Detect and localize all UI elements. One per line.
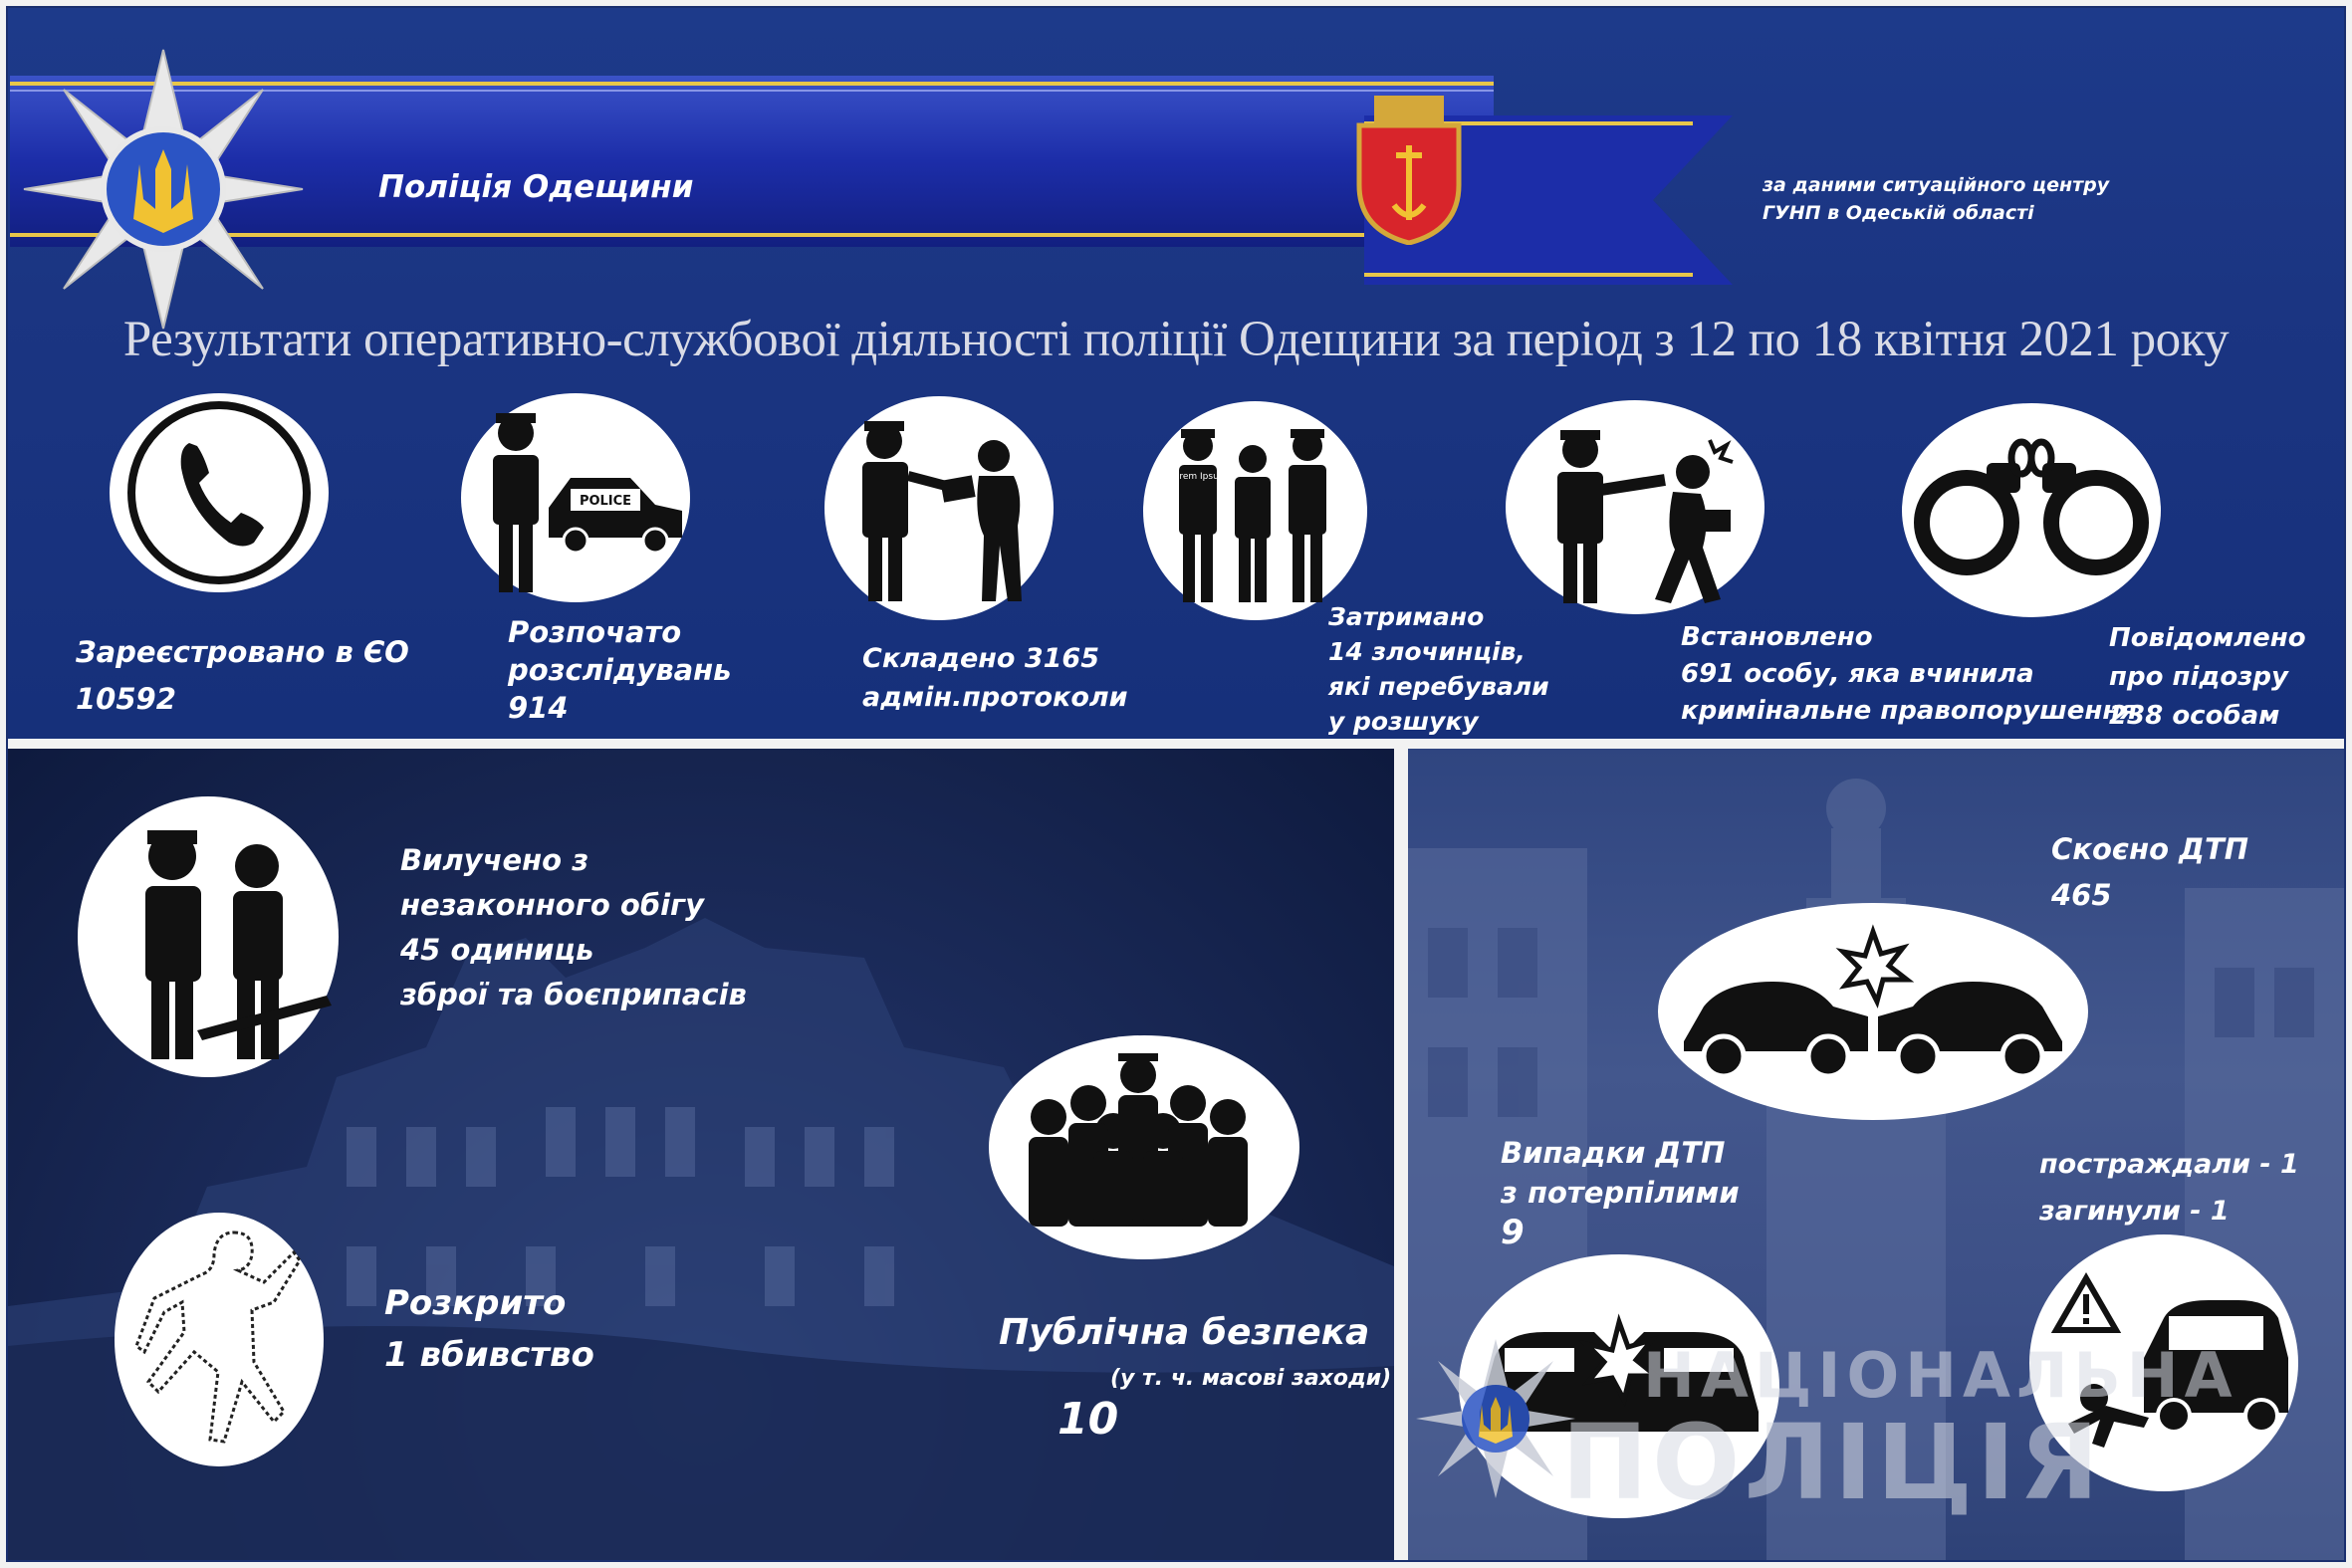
- dtp-victims-line2: з потерпілими: [1501, 1176, 1740, 1210]
- dtp-victims-label: [1501, 1133, 1740, 1252]
- suspicion-line3: 238 особам: [2109, 701, 2280, 731]
- calls-line2: 10592: [76, 682, 176, 716]
- investigations-label: [508, 613, 732, 727]
- brand-title: Поліція Одещини: [378, 169, 694, 205]
- murder-label: [384, 1277, 594, 1381]
- weapons-line4: зброї та боєприпасів: [400, 978, 747, 1011]
- weapons-line3: 45 одиниць: [400, 933, 594, 967]
- detained-line3: які перебували: [1328, 672, 1549, 701]
- police-car-circle: [461, 393, 690, 602]
- identified-line2: 691 особу, яка вчинила: [1681, 659, 2034, 689]
- weapons-circle: [78, 796, 339, 1077]
- phone-icon: [119, 398, 319, 587]
- chalk-outline-icon: [115, 1213, 324, 1466]
- police-star-icon: [14, 40, 313, 338]
- identified-line3: кримінальне правопорушення: [1681, 696, 2137, 726]
- dtp-label: [2051, 826, 2248, 918]
- watermark-badge-icon: [1416, 1334, 1575, 1503]
- suspicion-line1: Повідомлено: [2109, 623, 2306, 653]
- crash-circle: [1658, 903, 2088, 1120]
- public-safety-sub: (у т. ч. масові заходи): [1110, 1366, 1392, 1391]
- officer-writing-ticket-icon: [824, 396, 1054, 620]
- dtp-victims-line1: Випадки ДТП: [1501, 1136, 1726, 1170]
- investigations-line3: 914: [508, 691, 569, 725]
- weapons-label: [400, 838, 747, 1017]
- car-crash-icon: [1664, 912, 2082, 1111]
- phone-circle: [110, 393, 329, 592]
- suspicion-label: [2109, 619, 2306, 736]
- dtp-hurt-line2: загинули - 1: [2039, 1196, 2230, 1227]
- detained-circle: [1143, 401, 1367, 620]
- detained-line4: у розшуку: [1328, 707, 1479, 736]
- police-officer-car-icon: [461, 393, 690, 602]
- detained-line1: Затримано: [1328, 602, 1485, 631]
- weapons-line1: Вилучено з: [400, 843, 589, 877]
- police-label: POLICE: [579, 494, 632, 509]
- watermark-line2: ПОЛІЦІЯ: [1561, 1402, 2103, 1523]
- identified-circle: [1506, 400, 1764, 614]
- investigations-line2: розслідувань: [508, 653, 732, 687]
- divider-vertical: [1394, 749, 1408, 1560]
- handcuffs-icon: [1902, 403, 2161, 617]
- dtp-victims-line3: 9: [1501, 1213, 1525, 1252]
- protocols-line2: адмін.протоколи: [862, 682, 1128, 713]
- dtp-line2: 465: [2051, 878, 2112, 912]
- murder-circle: [115, 1213, 324, 1466]
- protocol-circle: [824, 396, 1054, 620]
- murder-line2: 1 вбивство: [384, 1335, 594, 1375]
- source-line2: ГУНП в Одеській області: [1763, 202, 2034, 224]
- detained-label: [1328, 599, 1549, 739]
- protocols-label: [862, 639, 1128, 717]
- crowd-icon: [989, 1035, 1299, 1259]
- handcuffs-circle: [1902, 403, 2161, 617]
- watermark-line1: НАЦІОНАЛЬНА: [1643, 1339, 2238, 1412]
- odesa-emblem-icon: [1354, 96, 1464, 245]
- officer-catching-thief-icon: [1506, 400, 1764, 614]
- lorem-label: Lorem Ipsum: [1169, 472, 1228, 482]
- dtp-line1: Скоєно ДТП: [2051, 832, 2249, 866]
- divider-horizontal: [8, 739, 2344, 749]
- identified-label: [1681, 619, 2137, 730]
- officers-escorting-suspect-icon: [1143, 401, 1367, 620]
- calls-label: [76, 629, 409, 723]
- protocols-line1: Складено 3165: [862, 643, 1100, 674]
- calls-line1: Зареєстровано в ЄО: [76, 635, 409, 669]
- public-safety-title: Публічна безпека: [999, 1312, 1370, 1353]
- investigations-line1: Розпочато: [508, 615, 682, 649]
- identified-line1: Встановлено: [1681, 622, 1873, 652]
- public-safety-value: 10: [1058, 1394, 1119, 1445]
- officer-arrest-weapon-icon: [78, 796, 339, 1077]
- weapons-line2: незаконного обігу: [400, 888, 705, 922]
- source-line1: за даними ситуаційного центру: [1763, 174, 2110, 196]
- suspicion-line2: про підозру: [2109, 662, 2288, 692]
- page-title: Результати оперативно-службової діяльності поліції Одещини за період з 12 по 18 квітня 2021 року: [122, 312, 2230, 367]
- detained-line2: 14 злочинців,: [1328, 637, 1526, 666]
- source-note: [1763, 171, 2109, 227]
- dtp-hurt-label: [2039, 1141, 2299, 1234]
- public-safety-circle: [989, 1035, 1299, 1259]
- murder-line1: Розкрито: [384, 1283, 567, 1323]
- dtp-hurt-line1: постраждали - 1: [2039, 1149, 2299, 1180]
